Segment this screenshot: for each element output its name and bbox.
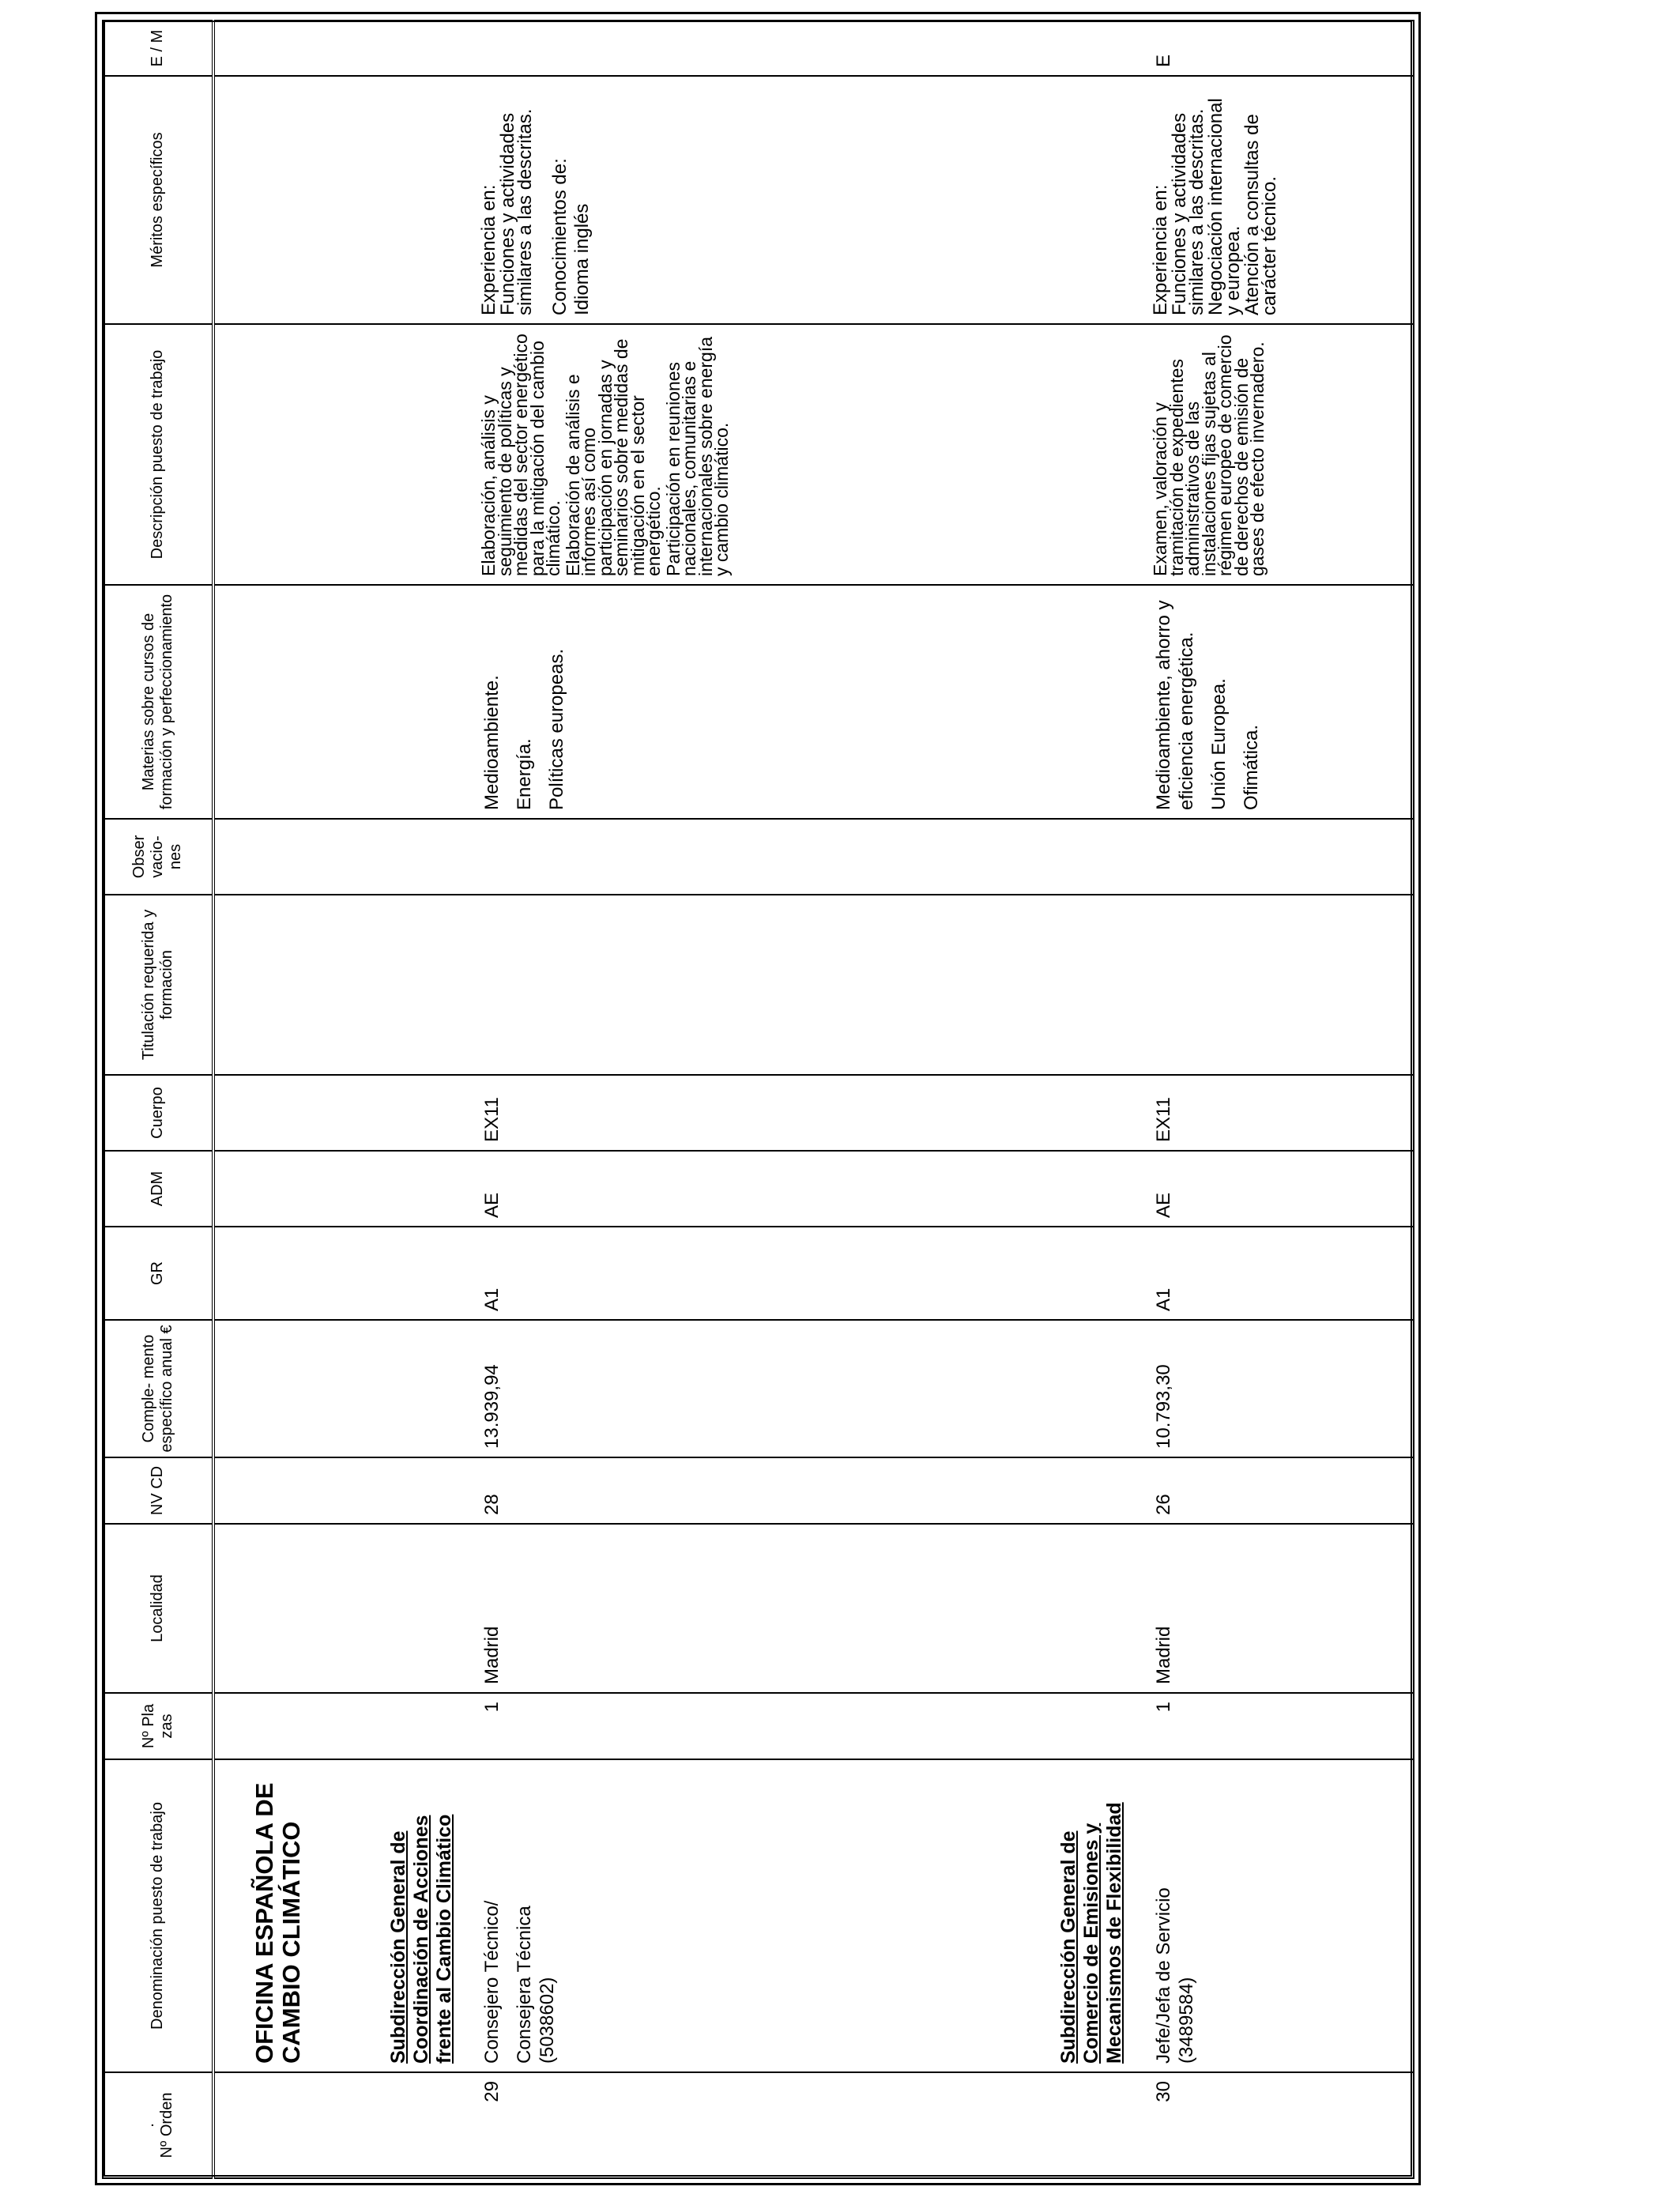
list-item: Energía.: [514, 738, 535, 810]
header-cuerpo: Cuerpo: [103, 1075, 213, 1151]
row-30-cuerpo: EX11: [1153, 1097, 1174, 1142]
row-29-orden: 29: [481, 2081, 503, 2102]
list-item: Medioambiente, ahorro y eficiencia energética.: [1153, 600, 1197, 810]
row-29-nv-cd: 28: [481, 1494, 503, 1515]
list-item: Atención a consultas de carácter técnico.: [1241, 114, 1280, 315]
cell-plazas: [213, 1693, 1414, 1759]
row-29-adm: AE: [481, 1192, 503, 1218]
cell-descripcion: [213, 324, 1414, 585]
header-gr: GR: [103, 1227, 213, 1320]
cell-em: [213, 21, 1414, 76]
row-30-complemento: 10.793,30: [1153, 1364, 1174, 1449]
header-adm: ADM: [103, 1151, 213, 1227]
header-localidad: Localidad: [103, 1524, 213, 1693]
cell-nv-cd: [213, 1457, 1414, 1524]
list-item: Experiencia en:: [478, 184, 499, 315]
header-titulacion: Titulación requerida y formación: [103, 895, 213, 1075]
list-item: Experiencia en:: [1150, 184, 1171, 315]
row-29-plazas: 1: [481, 1702, 503, 1713]
subdireccion-comercio: Subdirección General de Comercio de Emisiones y Mecanismos de Flexibilidad: [1057, 1802, 1125, 2064]
cell-adm: [213, 1151, 1414, 1227]
row-30-localidad: Madrid: [1153, 1626, 1174, 1684]
cell-observaciones: [213, 819, 1414, 895]
row-29-denominacion: Consejero Técnico/ Consejera Técnica (5038602): [481, 1900, 558, 2064]
list-item: Ofimática.: [1241, 724, 1262, 810]
header-em: E / M: [103, 21, 213, 76]
header-denominacion: Denominación puesto de trabajo: [103, 1759, 213, 2072]
row-29-localidad: Madrid: [481, 1626, 503, 1684]
list-item: Funciones y actividades similares a las descritas.: [1169, 108, 1207, 315]
cell-cuerpo: [213, 1075, 1414, 1151]
list-item: Conocimientos de:: [549, 158, 571, 315]
list-item: Participación en reuniones nacionales, comunitarias e internacionales sobre energía y cambio climático.: [662, 336, 732, 576]
row-30-orden: 30: [1153, 2081, 1174, 2102]
header-plazas: Nº Pla zas: [103, 1693, 213, 1759]
cell-gr: [213, 1227, 1414, 1320]
row-30-plazas: 1: [1153, 1702, 1174, 1713]
subdireccion-coordinacion: Subdirección General de Coordinación de Acciones frente al Cambio Climático: [387, 1814, 455, 2064]
list-item: Elaboración, análisis y seguimiento de políticas y medidas del sector energético para la mitigación del cambio climático.: [478, 334, 563, 576]
row-29-materias: [480, 586, 578, 818]
header-orden: . Nº Orden: [103, 2072, 213, 2178]
list-item: Medioambiente.: [481, 675, 503, 810]
cell-materias: [213, 585, 1414, 819]
org-title: OFICINA ESPAÑOLA DE CAMBIO CLIMÁTICO: [250, 1782, 305, 2064]
list-item: Políticas europeas.: [546, 648, 567, 810]
header-materias: Materias sobre cursos de formación y perfeccionamiento: [103, 585, 213, 819]
row-29-gr: A1: [481, 1287, 503, 1311]
row-30-nv-cd: 26: [1153, 1494, 1174, 1515]
header-descripcion: Descripción puesto de trabajo: [103, 324, 213, 585]
row-30-gr: A1: [1153, 1287, 1174, 1311]
row-30-denominacion: Jefe/Jefa de Servicio (3489584): [1153, 1887, 1197, 2064]
row-30-em: E: [1153, 54, 1174, 67]
cell-denominacion: [213, 1759, 1414, 2072]
header-row: [103, 21, 213, 2178]
list-item: Funciones y actividades similares a las descritas.: [497, 108, 536, 315]
row-29-descripcion: [480, 325, 733, 584]
cell-localidad: [213, 1524, 1414, 1693]
list-item: Unión Europea.: [1208, 678, 1230, 810]
header-observaciones: Obser vacio- nes: [103, 819, 213, 895]
cell-meritos: [213, 76, 1414, 324]
table-row: [213, 21, 1414, 2178]
header-nv-cd: NV CD: [103, 1457, 213, 1524]
list-item: Elaboración de análisis e informes así como participación en jornadas y seminarios sobre medidas de mitigación en el sector energético.: [562, 338, 664, 576]
row-29-meritos: [480, 77, 601, 323]
list-item: Idioma inglés: [571, 203, 593, 315]
row-29-complemento: 13.939,94: [481, 1364, 503, 1449]
row-30-materias: [1152, 586, 1272, 818]
positions-table: [102, 20, 1414, 2179]
cell-complemento: [213, 1320, 1414, 1457]
row-30-meritos: [1152, 77, 1288, 323]
row-30-adm: AE: [1153, 1192, 1174, 1218]
header-complemento: Comple- mento específico anual €: [103, 1320, 213, 1457]
rotated-table-container: [102, 21, 1414, 2179]
cell-orden: [213, 2072, 1414, 2178]
header-meritos: Méritos específicos: [103, 76, 213, 324]
row-30-descripcion: [1152, 325, 1275, 584]
row-29-cuerpo: EX11: [481, 1097, 503, 1142]
cell-titulacion: [213, 895, 1414, 1075]
list-item: Examen, valoración y tramitación de expedientes administrativos de las instalaciones fijas sujetas al régimen europeo de comercio de derechos de emisión de gases de efecto invernadero.: [1150, 334, 1268, 576]
list-item: Negociación internacional y europea.: [1205, 98, 1244, 315]
